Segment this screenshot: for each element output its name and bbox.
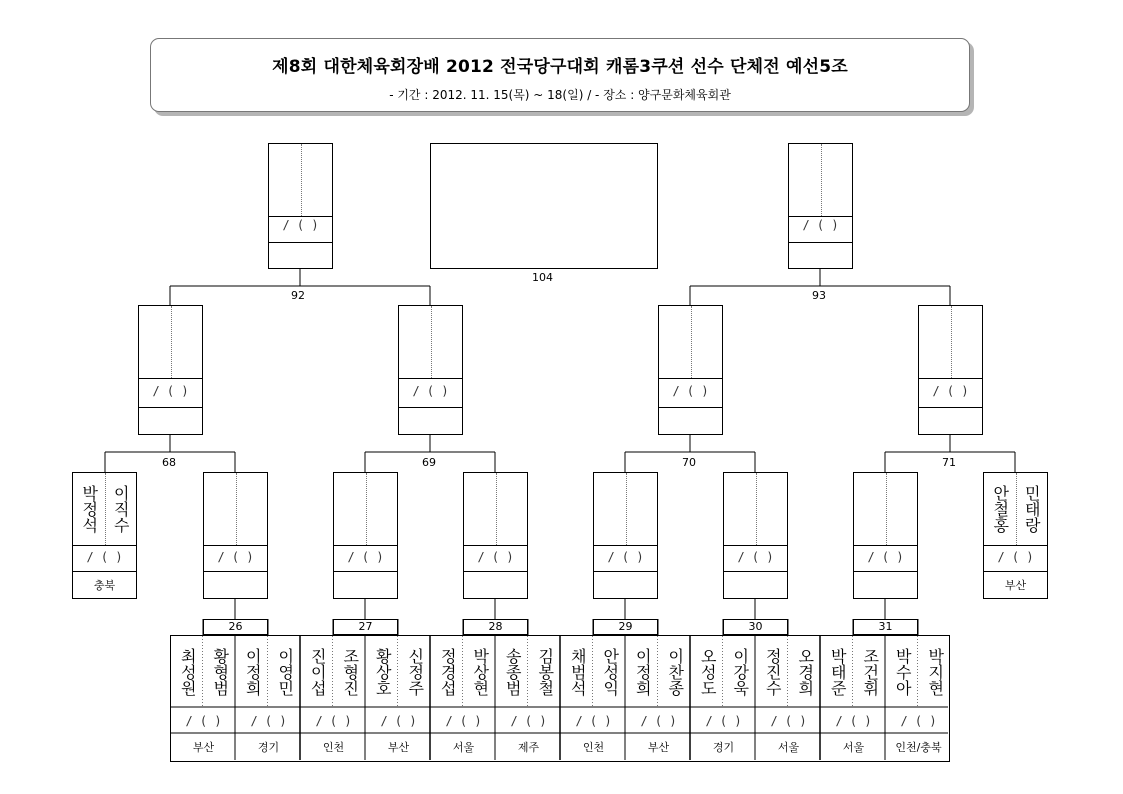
- score-cell: / ( ): [250, 714, 287, 728]
- semi-slot: [918, 305, 983, 435]
- score-cell: / ( ): [86, 550, 123, 564]
- team-name: 부산: [647, 741, 670, 754]
- player-name: 박정석: [79, 485, 99, 533]
- player-name: 민태랑: [1022, 485, 1042, 533]
- team-name: 부산: [192, 741, 215, 754]
- team-column: [886, 636, 951, 761]
- match-number: 27: [333, 619, 398, 635]
- team-column: [626, 636, 691, 761]
- match-number: 68: [162, 456, 176, 469]
- player-name: 조건휘: [860, 648, 880, 696]
- champion-box: [430, 143, 658, 269]
- score-cell: / ( ): [445, 714, 482, 728]
- team-name: 서울: [777, 741, 800, 754]
- match-number: 104: [532, 271, 553, 284]
- score-cell: / ( ): [607, 550, 644, 564]
- score-cell: / ( ): [152, 384, 189, 398]
- team-column: [236, 636, 301, 761]
- match-number: 92: [291, 289, 305, 302]
- player-name: 김봉철: [535, 648, 555, 696]
- team-name: 서울: [452, 741, 475, 754]
- team-column: [366, 636, 431, 761]
- player-name: 안철홍: [990, 485, 1010, 533]
- semi-slot: [398, 305, 463, 435]
- score-cell: / ( ): [932, 384, 969, 398]
- player-name: 채범석: [568, 648, 588, 696]
- page-title: 제8회 대한체육회장배 2012 전국당구대회 캐롬3쿠션 선수 단체전 예선5조: [272, 57, 848, 77]
- player-name: 박지현: [925, 648, 945, 696]
- team-column: [691, 636, 756, 761]
- player-name: 조형진: [340, 648, 360, 696]
- player-name: 이영민: [275, 648, 295, 696]
- score-cell: / ( ): [282, 218, 319, 232]
- score-cell: / ( ): [510, 714, 547, 728]
- team-name: 부산: [387, 741, 410, 754]
- seeded-team-right: [983, 472, 1048, 599]
- score-cell: / ( ): [705, 714, 742, 728]
- score-cell: / ( ): [835, 714, 872, 728]
- team-column: [171, 636, 236, 761]
- player-name: 박상현: [470, 648, 490, 696]
- team-column: [431, 636, 496, 761]
- team-name: 충북: [93, 579, 116, 592]
- match-number: 31: [853, 619, 918, 635]
- team-column: [821, 636, 886, 761]
- quarter-slot: [203, 472, 268, 599]
- player-name: 정경섭: [438, 648, 458, 696]
- semi-slot: [658, 305, 723, 435]
- score-cell: / ( ): [737, 550, 774, 564]
- player-name: 송종범: [503, 648, 523, 696]
- team-name: 인천: [582, 741, 605, 754]
- seeded-team-left: [72, 472, 137, 599]
- quarter-slot: [853, 472, 918, 599]
- score-cell: / ( ): [380, 714, 417, 728]
- team-column: [301, 636, 366, 761]
- match-number: 69: [422, 456, 436, 469]
- match-number: 26: [203, 619, 268, 635]
- player-name: 박태준: [828, 648, 848, 696]
- player-name: 황상호: [373, 648, 393, 696]
- quarter-slot: [333, 472, 398, 599]
- score-cell: / ( ): [997, 550, 1034, 564]
- score-cell: / ( ): [770, 714, 807, 728]
- score-cell: / ( ): [867, 550, 904, 564]
- player-name: 신정주: [405, 648, 425, 696]
- score-cell: / ( ): [802, 218, 839, 232]
- score-cell: / ( ): [347, 550, 384, 564]
- player-name: 오경희: [795, 648, 815, 696]
- player-name: 이정희: [243, 648, 263, 696]
- first-round-table: [170, 635, 950, 762]
- match-number: 70: [682, 456, 696, 469]
- score-cell: / ( ): [185, 714, 222, 728]
- page-subtitle: - 기간 : 2012. 11. 15(목) ~ 18(일) / - 장소 : 양구문화체육회관: [389, 88, 731, 102]
- quarter-slot: [723, 472, 788, 599]
- player-name: 안성익: [600, 648, 620, 696]
- team-name: 인천: [322, 741, 345, 754]
- match-number: 28: [463, 619, 528, 635]
- score-cell: / ( ): [900, 714, 937, 728]
- semi-slot: [138, 305, 203, 435]
- match-number: 29: [593, 619, 658, 635]
- score-cell: / ( ): [477, 550, 514, 564]
- team-name: 경기: [257, 741, 280, 754]
- team-name: 서울: [842, 741, 865, 754]
- match-number: 30: [723, 619, 788, 635]
- team-column: [756, 636, 821, 761]
- quarter-slot: [463, 472, 528, 599]
- team-column: [561, 636, 626, 761]
- player-name: 최성원: [178, 648, 198, 696]
- player-name: 황형범: [210, 648, 230, 696]
- score-cell: / ( ): [672, 384, 709, 398]
- team-name: 경기: [712, 741, 735, 754]
- team-name: 인천/충북: [895, 741, 942, 754]
- quarter-slot: [593, 472, 658, 599]
- score-cell: / ( ): [217, 550, 254, 564]
- player-name: 이직수: [111, 485, 131, 533]
- player-name: 박수아: [893, 648, 913, 696]
- match-number: 71: [942, 456, 956, 469]
- final-slot-right: [788, 143, 853, 269]
- score-cell: / ( ): [640, 714, 677, 728]
- score-cell: / ( ): [315, 714, 352, 728]
- player-name: 이찬종: [665, 648, 685, 696]
- player-name: 이정희: [633, 648, 653, 696]
- player-name: 정진수: [763, 648, 783, 696]
- player-name: 오성도: [698, 648, 718, 696]
- score-cell: / ( ): [412, 384, 449, 398]
- score-cell: / ( ): [575, 714, 612, 728]
- team-name: 부산: [1004, 579, 1027, 592]
- player-name: 이강욱: [730, 648, 750, 696]
- team-column: [496, 636, 561, 761]
- team-name: 제주: [517, 741, 540, 754]
- match-number: 93: [812, 289, 826, 302]
- final-slot-left: [268, 143, 333, 269]
- player-name: 진이섭: [308, 648, 328, 696]
